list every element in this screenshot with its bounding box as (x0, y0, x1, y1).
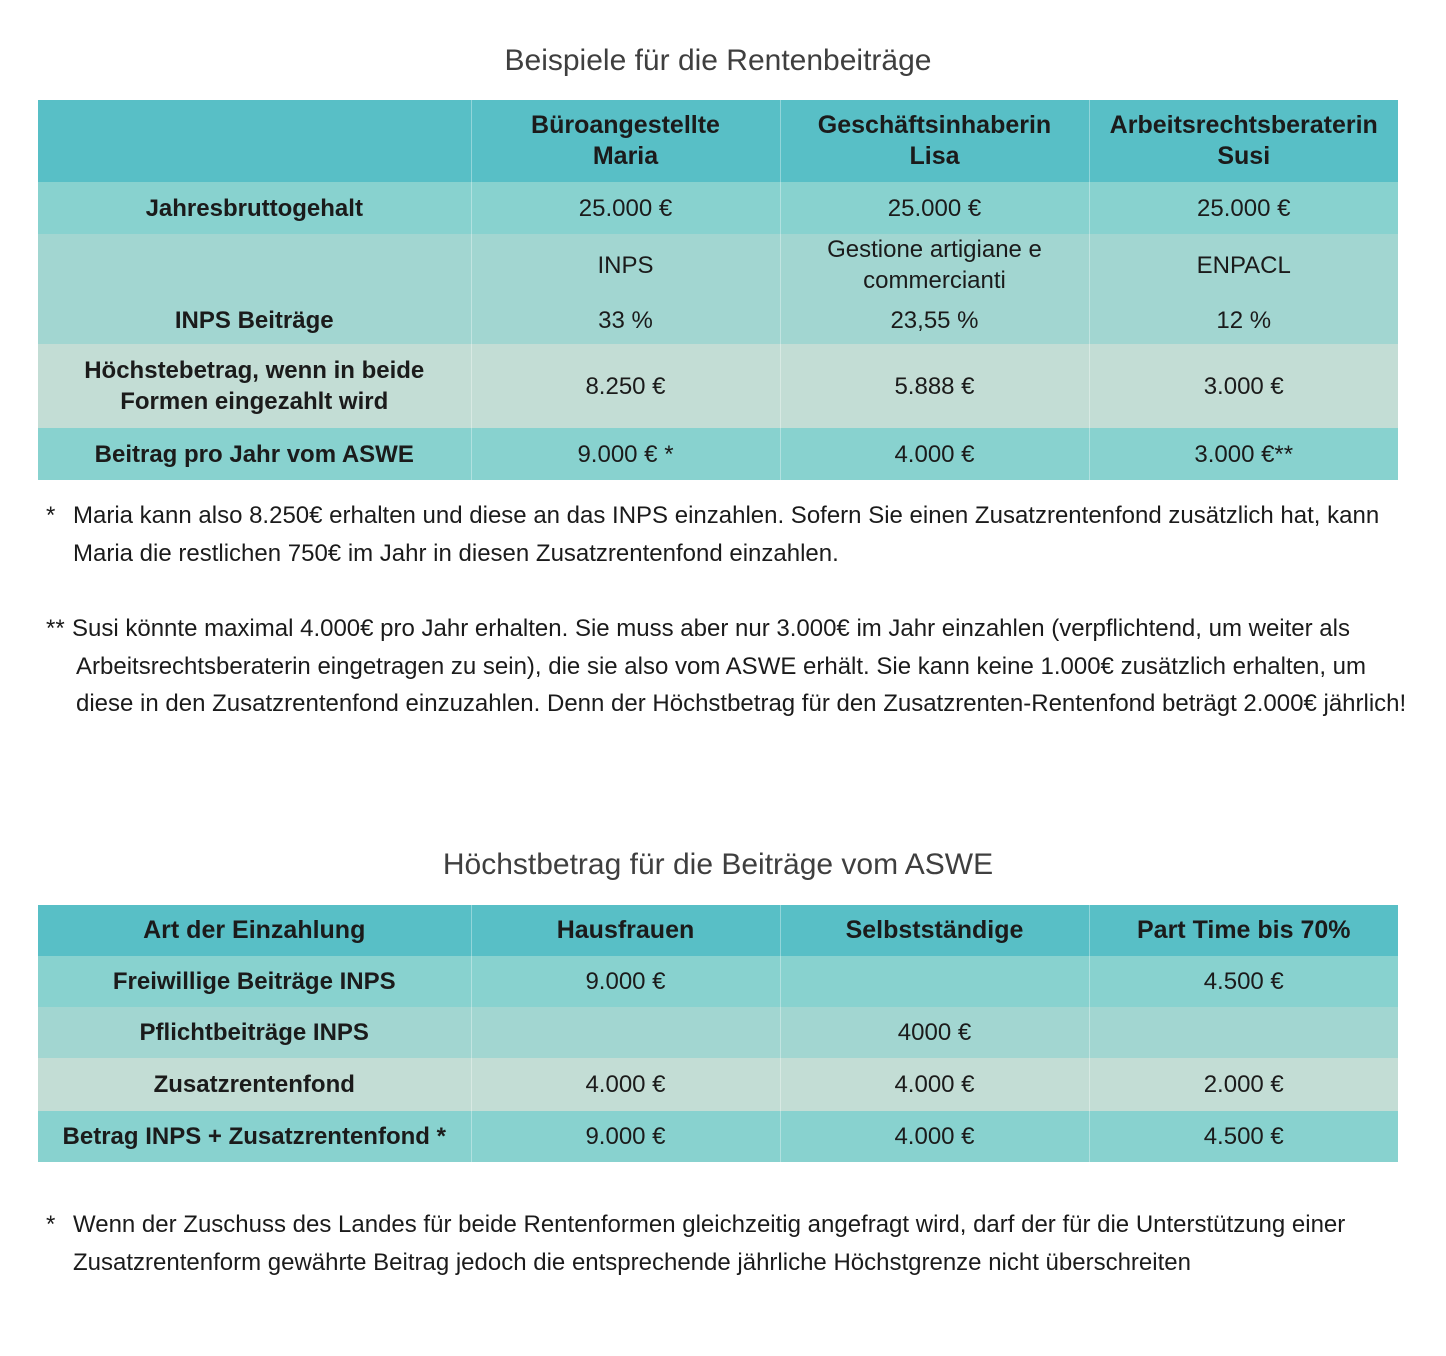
table-row (38, 344, 1398, 428)
footnote-susi (46, 610, 1416, 723)
footnote-mark: * (46, 502, 56, 529)
row-label: Freiwillige Beiträge INPS (38, 956, 471, 1007)
header-lisa-text: Geschäftsinhaberin Lisa (817, 111, 1052, 170)
table1-header-susi (1089, 100, 1398, 182)
table-cell (471, 1007, 780, 1058)
row-label: Jahresbruttogehalt (38, 182, 471, 234)
header-susi-text: Arbeitsrechtsberaterin Susi (1109, 111, 1378, 170)
footnote-text: Susi könnte maximal 4.000€ pro Jahr erhalten. Sie muss aber nur 3.000€ im Jahr einzahlen (verpflichtend, um weiter als Arbeitsrechtsberaterin eingetragen zu sein), die sie also vom ASWE erhält. Sie kann keine 1.000€ zusätzlich erhalten, um diese in den Zusatzrentenfond einzuzahlen. Denn der Höchstbetrag für den Zusatzrenten-Rentenfond beträgt 2.000€ jährlich! (72, 615, 1407, 717)
table-row (38, 428, 1398, 480)
row-label (38, 234, 471, 296)
table-cell (780, 956, 1089, 1007)
table-row (38, 234, 1398, 296)
table-cell: 3.000 € (1089, 344, 1398, 428)
table-cell: INPS (471, 234, 780, 296)
row-label: Höchstebetrag, wenn in beide Formen eingezahlt wird (38, 344, 471, 428)
row-label: Zusatzrentenfond (38, 1058, 471, 1111)
pension-examples-table (38, 100, 1398, 480)
table1-header-empty (38, 100, 471, 182)
footnote-mark: * (46, 1211, 56, 1238)
table-cell: 25.000 € (780, 182, 1089, 234)
table2-header-selbststaendige: Selbstständige (780, 905, 1089, 956)
table-cell: 33 % (471, 296, 780, 344)
aswe-max-table (38, 905, 1398, 1162)
table-cell: 9.000 € * (471, 428, 780, 480)
table-cell (1089, 1007, 1398, 1058)
footnote-text: Maria kann also 8.250€ erhalten und diese an das INPS einzahlen. Sofern Sie einen Zusatzrentenfond zusätzlich hat, kann Maria die restlichen 750€ im Jahr in diesen Zusatzrentenfond einzahlen. (73, 502, 1380, 567)
table2-title: Höchstbetrag für die Beiträge vom ASWE (442, 848, 994, 881)
table-cell: 8.250 € (471, 344, 780, 428)
table-cell: 2.000 € (1089, 1058, 1398, 1111)
table-row (38, 1111, 1398, 1162)
table2-header-type: Art der Einzahlung (38, 905, 471, 956)
table1-header-lisa (780, 100, 1089, 182)
table-row (38, 1007, 1398, 1058)
footnote-mark: ** (46, 615, 65, 642)
table-cell: 4.500 € (1089, 1111, 1398, 1162)
row-label: INPS Beiträge (38, 296, 471, 344)
table-cell: 4.500 € (1089, 956, 1398, 1007)
table1-header-row (38, 100, 1398, 182)
table-cell: 4.000 € (780, 428, 1089, 480)
table-row (38, 182, 1398, 234)
table-row (38, 296, 1398, 344)
table-cell: 4.000 € (471, 1058, 780, 1111)
footnote-text: Wenn der Zuschuss des Landes für beide Rentenformen gleichzeitig angefragt wird, darf der für die Unterstützung einer Zusatzrentenform gewährte Beitrag jedoch die entsprechende jährliche Höchstgrenze nicht überschreiten (73, 1211, 1346, 1276)
table-cell: Gestione artigiane e commercianti (780, 234, 1089, 296)
table-cell: 25.000 € (1089, 182, 1398, 234)
table-cell: 9.000 € (471, 956, 780, 1007)
row-label: Pflichtbeiträge INPS (38, 1007, 471, 1058)
table2-header-parttime: Part Time bis 70% (1089, 905, 1398, 956)
table-cell: 5.888 € (780, 344, 1089, 428)
table-cell: 4.000 € (780, 1111, 1089, 1162)
row-label: Betrag INPS + Zusatzrentenfond * (38, 1111, 471, 1162)
table-row (38, 1058, 1398, 1111)
table-cell: 23,55 % (780, 296, 1089, 344)
table-cell: 12 % (1089, 296, 1398, 344)
table1-title: Beispiele für die Rentenbeiträge (504, 44, 932, 77)
table2-header-row (38, 905, 1398, 956)
table1-header-maria (471, 100, 780, 182)
table-cell: 3.000 €** (1089, 428, 1398, 480)
row-label: Beitrag pro Jahr vom ASWE (38, 428, 471, 480)
table-cell: 4000 € (780, 1007, 1089, 1058)
header-maria-text: Büroangestellte Maria (531, 111, 720, 170)
footnote-maria (46, 497, 1416, 572)
table-cell: 9.000 € (471, 1111, 780, 1162)
table-row (38, 956, 1398, 1007)
table-cell: 4.000 € (780, 1058, 1089, 1111)
table-cell: 25.000 € (471, 182, 780, 234)
table-cell: ENPACL (1089, 234, 1398, 296)
footnote-aswe (46, 1206, 1416, 1281)
table2-header-hausfrauen: Hausfrauen (471, 905, 780, 956)
